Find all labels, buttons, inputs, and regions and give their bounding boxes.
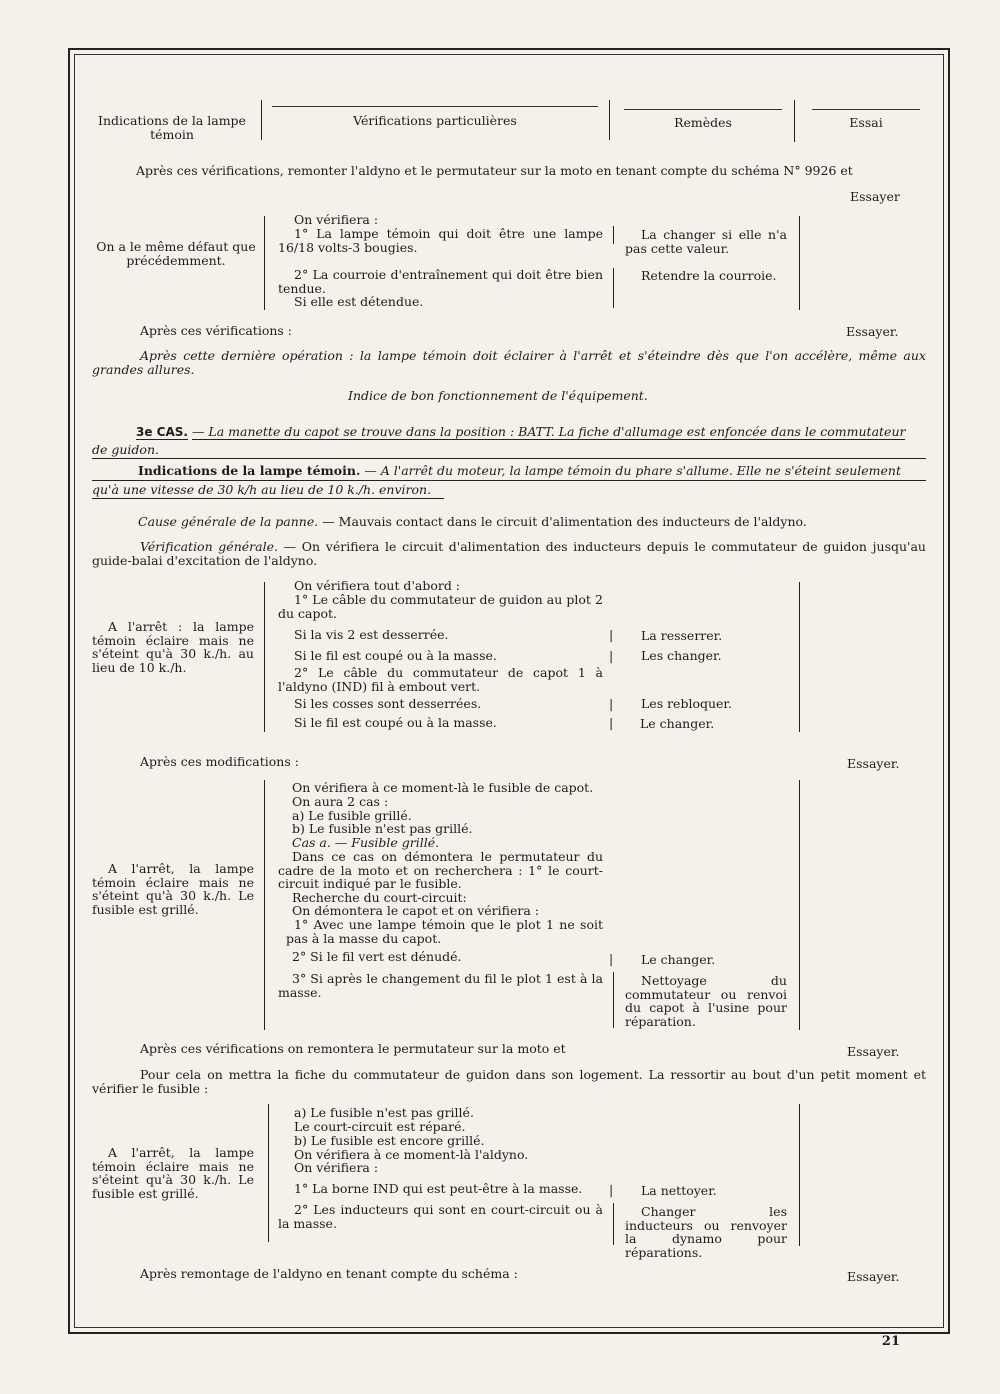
s3-bar-1: | — [609, 951, 614, 966]
s1-indication: On a le même défaut que précédemment. — [96, 239, 256, 268]
s2-verif-1: On vérifiera tout d'abord : — [294, 578, 461, 593]
s2-divider-1 — [264, 582, 265, 732]
s1-verif-3: 2° La courroie d'entraînement qui doit être bien tendue. — [278, 267, 603, 296]
cas3-ind-text1: — A l'arrêt du moteur, la lampe témoin du phare s'allume. Elle ne s'éteint seulement — [364, 463, 901, 478]
s4-verif-7: 2° Les inducteurs qui sont en court-circuit ou à la masse. — [278, 1202, 603, 1231]
header-rule-3 — [624, 109, 782, 110]
header-rule-4 — [812, 109, 920, 110]
s2-verif-3: Si la vis 2 est desserrée. — [294, 627, 449, 642]
s1-divider-1 — [264, 216, 265, 310]
s3-verif-8: On démontera le capot et on vérifiera : — [292, 903, 539, 918]
s3-divider-2 — [613, 972, 614, 1028]
s2-verif-5: 2° Le câble du commutateur de capot 1 à l'aldyno (IND) fil à embout vert. — [278, 665, 603, 694]
s4-divider-2 — [613, 1203, 614, 1245]
s4-after: Après remontage de l'aldyno en tenant compte du schéma : — [140, 1266, 518, 1281]
s1-verif-2: 1° La lampe témoin qui doit être une lampe 16/18 volts-3 bougies. — [278, 226, 603, 255]
s3-verif-2: On aura 2 cas : — [292, 794, 389, 809]
s4-verif-1: a) Le fusible n'est pas grillé. — [294, 1105, 474, 1120]
s2-indication: A l'arrêt : la lampe témoin éclaire mais ne s'éteint qu'à 30 k./h. au lieu de 10 k./h. — [92, 619, 254, 675]
header-indications-line2: témoin — [150, 126, 194, 142]
s4-verif-3: b) Le fusible est encore grillé. — [294, 1133, 485, 1148]
header-rule-2 — [272, 106, 598, 107]
s2-divider-3 — [799, 582, 800, 732]
s4-remede-2: Changer les inducteurs ou renvoyer la dynamo pour réparations. — [625, 1204, 787, 1260]
s4-indication: A l'arrêt, la lampe témoin éclaire mais ne s'éteint qu'à 30 k./h. Le fusible est grillé. — [92, 1145, 254, 1201]
s3-verif-4: b) Le fusible n'est pas grillé. — [292, 821, 473, 836]
s1-divider-3 — [799, 216, 800, 310]
s3-verif-5: Cas a. — Fusible grillé. — [292, 835, 440, 850]
s4-verif-5: On vérifiera : — [294, 1160, 379, 1175]
cas3-ind-rule — [92, 480, 926, 481]
s1-after-essai: Essayer. — [846, 324, 899, 339]
cas3-line1 — [136, 425, 905, 440]
header-divider-2 — [609, 100, 610, 140]
s1-remede-1: La changer si elle n'a pas cette valeur. — [625, 227, 787, 256]
cas3-cause-text: — Mauvais contact dans le circuit d'alimentation des inducteurs de l'aldyno. — [322, 514, 807, 529]
header-remedes: Remèdes — [674, 115, 732, 130]
s2-remede-3: Les rebloquer. — [641, 696, 733, 711]
header-verifications: Vérifications particulières — [353, 113, 517, 128]
s3-paragraph: Pour cela on mettra la fiche du commutateur de guidon dans son logement. La ressortir au bout d'un petit moment et vérifier le fusible : — [92, 1067, 926, 1096]
s4-divider-1 — [268, 1104, 269, 1242]
s1-intro: Après ces vérifications, remonter l'aldyno et le permutateur sur la moto en tenant compte du schéma N° 9926 et — [136, 163, 853, 178]
cas3-cause — [138, 515, 807, 529]
s4-verif-6: 1° La borne IND qui est peut-être à la masse. — [294, 1181, 583, 1196]
s1-after: Après ces vérifications : — [140, 323, 292, 338]
header-divider-1 — [261, 100, 262, 140]
cas3-ind-rule-2 — [92, 498, 444, 499]
cas3-text2: de guidon. — [92, 442, 159, 457]
s2-after-essai: Essayer. — [847, 756, 900, 771]
s2-verif-7: Si le fil est coupé ou à la masse. — [294, 715, 497, 730]
cas3-verif-text: — On vérifiera le circuit d'alimentation des inducteurs depuis le commutateur de guidon jusqu'au guide-balai d'excitation de l'aldyno. — [92, 539, 926, 568]
s2-bar-1: | — [609, 627, 614, 642]
s2-after: Après ces modifications : — [140, 754, 299, 769]
s1-verif-1: On vérifiera : — [294, 212, 379, 227]
page-number: 21 — [881, 1334, 900, 1349]
s3-verif-10: 2° Si le fil vert est dénudé. — [292, 949, 462, 964]
cas3-text1: — La manette du capot se trouve dans la position : BATT. La fiche d'allumage est enfoncée dans le commutateur — [191, 424, 906, 439]
s2-bar-3: | — [609, 696, 614, 711]
s4-verif-2: Le court-circuit est réparé. — [294, 1119, 466, 1134]
s1-indice: Indice de bon fonctionnement de l'équipement. — [348, 388, 648, 403]
s3-verif-9: 1° Avec une lampe témoin que le plot 1 ne soit pas à la masse du capot. — [286, 917, 603, 946]
s3-divider-1 — [264, 780, 265, 1030]
cas3-ind-label: Indications de la lampe témoin. — [138, 463, 361, 478]
header-essai: Essai — [849, 115, 883, 130]
cas3-verif-label: Vérification générale. — [140, 539, 278, 554]
s1-verif-4: Si elle est détendue. — [294, 294, 424, 309]
header-indications — [88, 114, 256, 141]
cas3-cause-label: Cause générale de la panne. — [138, 514, 319, 529]
s3-divider-3 — [799, 780, 800, 1030]
s1-divider-2a — [613, 226, 614, 244]
cas3-verif — [92, 540, 926, 567]
cas3-ind-text2: qu'à une vitesse de 30 k/h au lieu de 10 k./h. environ. — [92, 482, 432, 497]
s2-verif-4: Si le fil est coupé ou à la masse. — [294, 648, 497, 663]
s2-verif-6: Si les cosses sont desserrées. — [294, 696, 482, 711]
header-indications-line1: Indications de la lampe — [98, 113, 246, 128]
s3-indication: A l'arrêt, la lampe témoin éclaire mais ne s'éteint qu'à 30 k./h. Le fusible est grillé. — [92, 861, 254, 917]
s3-verif-1: On vérifiera à ce moment-là le fusible de capot. — [292, 780, 594, 795]
s1-divider-2b — [613, 268, 614, 308]
s4-after-essai: Essayer. — [847, 1269, 900, 1284]
cas3-label: 3e CAS. — [136, 425, 188, 439]
s2-bar-4: | — [609, 715, 614, 730]
s1-note: Après cette dernière opération : la lampe témoin doit éclairer à l'arrêt et s'éteindre dès que l'on accélère, même aux grandes allures. — [92, 348, 926, 377]
s4-divider-3 — [799, 1104, 800, 1246]
s2-remede-1: La resserrer. — [641, 628, 723, 643]
s4-remede-1: La nettoyer. — [641, 1183, 717, 1198]
cas3-ind-line1 — [138, 464, 901, 478]
s3-after: Après ces vérifications on remontera le permutateur sur la moto et — [140, 1041, 566, 1056]
s4-verif-4: On vérifiera à ce moment-là l'aldyno. — [294, 1147, 529, 1162]
s1-remede-2: Retendre la courroie. — [641, 268, 777, 283]
s2-verif-2: 1° Le câble du commutateur de guidon au plot 2 du capot. — [278, 592, 603, 621]
s2-bar-2: | — [609, 648, 614, 663]
header-divider-3 — [794, 100, 795, 142]
s3-remede-1: Le changer. — [641, 952, 716, 967]
cas3-rule — [92, 458, 926, 459]
s3-verif-3: a) Le fusible grillé. — [292, 808, 412, 823]
s3-verif-6: Dans ce cas on démontera le permutateur du cadre de la moto et on recherchera : 1° le court-circuit indiqué par le fusible. — [278, 849, 603, 891]
s3-after-essai: Essayer. — [847, 1044, 900, 1059]
s3-remede-2: Nettoyage du commutateur ou renvoi du capot à l'usine pour réparation. — [625, 973, 787, 1029]
s4-bar-1: | — [609, 1182, 614, 1197]
s3-verif-11: 3° Si après le changement du fil le plot 1 est à la masse. — [278, 971, 603, 1000]
s1-essai: Essayer — [850, 189, 900, 204]
s2-remede-4: Le changer. — [640, 716, 715, 731]
s2-remede-2: Les changer. — [641, 648, 722, 663]
s3-verif-7: Recherche du court-circuit: — [292, 890, 467, 905]
